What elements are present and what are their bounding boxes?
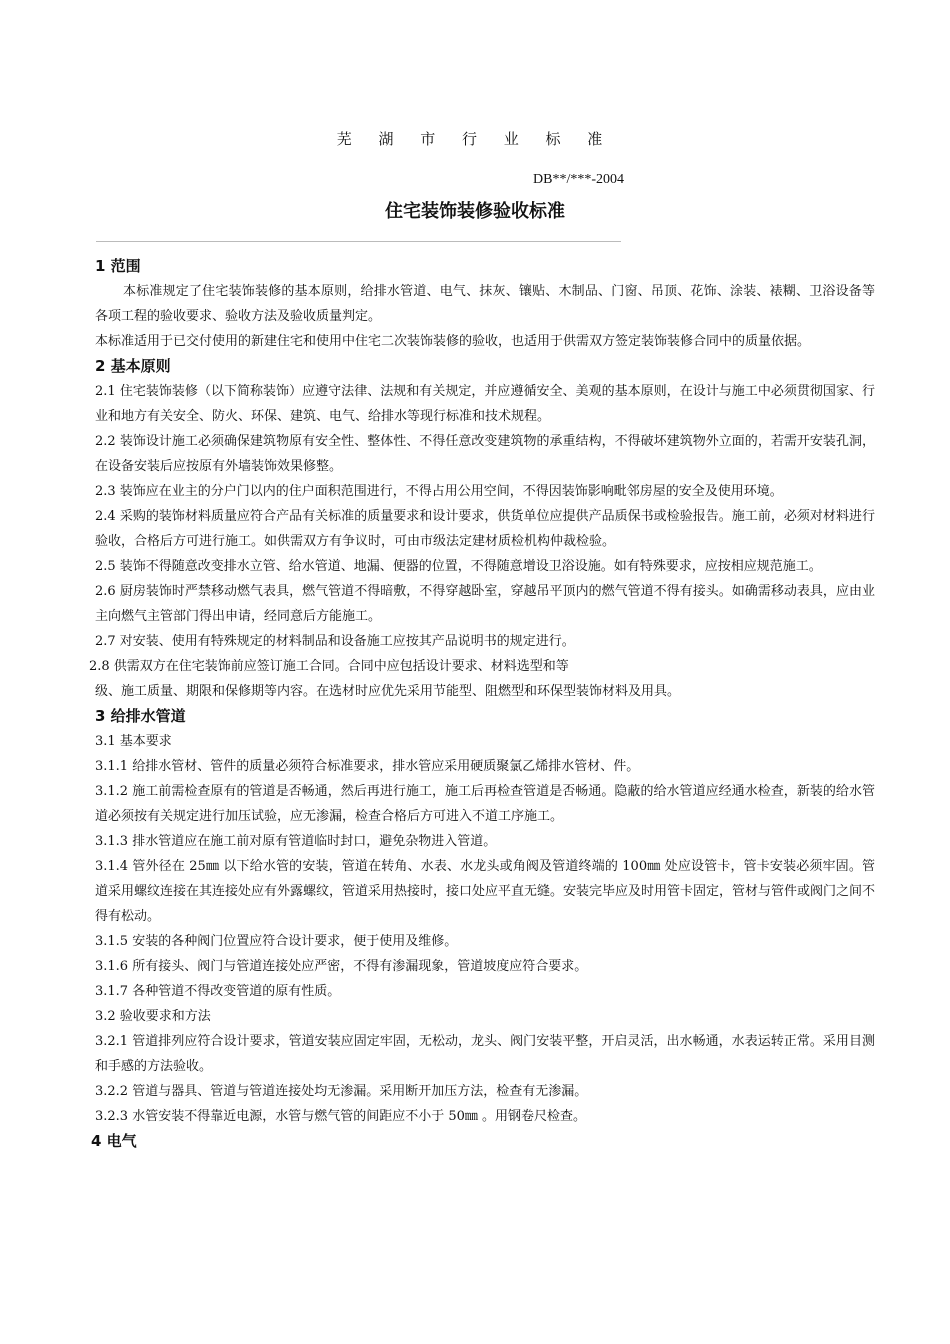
paragraph: 3.1.6 所有接头、阀门与管道连接处应严密，不得有渗漏现象，管道坡度应符合要求。 [95,959,588,974]
section-heading-plumbing: 3 给排水管道 [95,707,186,725]
section-heading-scope: 1 范围 [95,257,141,275]
section-heading-principles: 2 基本原则 [95,357,171,375]
paragraph: 3.1.7 各种管道不得改变管道的原有性质。 [95,984,341,999]
paragraph: 3.1.1 给排水管材、管件的质量必须符合标准要求，排水管应采用硬质聚氯乙烯排水管材、件。 [95,759,640,774]
issuing-organization: 芜 湖 市 行 业 标 准 [336,130,614,148]
paragraph: 2.3 装饰应在业主的分户门以内的住户面积范围进行，不得占用公用空间，不得因装饰影响毗邻房屋的安全及使用环境。 [95,484,783,499]
document-title: 住宅装饰装修验收标准 [385,201,565,222]
paragraph: 3.1.3 排水管道应在施工前对原有管道临时封口，避免杂物进入管道。 [95,834,497,849]
paragraph: 2.4 采购的装饰材料质量应符合产品有关标准的质量要求和设计要求，供货单位应提供产品质保书或检验报告。施工前，必须对材料进行验收，合格后方可进行施工。如供需双方有争议时，可由市级法定建材质检机构仲裁检验。 [95,509,875,549]
paragraph: 2.1 住宅装饰装修（以下简称装饰）应遵守法律、法规和有关规定，并应遵循安全、美观的基本原则，在设计与施工中必须贯彻国家、行业和地方有关安全、防火、环保、建筑、电气、给排水等现行标准和技术规程。 [95,384,875,424]
paragraph: 2.2 装饰设计施工必须确保建筑物原有安全性、整体性、不得任意改变建筑物的承重结构，不得破坏建筑物外立面的，若需开安装孔洞，在设备安装后应按原有外墙装饰效果修整。 [95,434,875,474]
paragraph: 本标准适用于已交付使用的新建住宅和使用中住宅二次装饰装修的验收，也适用于供需双方签定装饰装修合同中的质量依据。 [95,334,811,349]
paragraph: 2.6 厨房装饰时严禁移动燃气表具，燃气管道不得暗敷，不得穿越卧室，穿越吊平顶内的燃气管道不得有接头。如确需移动表具，应由业主向燃气主管部门得出申请，经同意后方能施工。 [95,584,875,624]
title-divider [96,241,621,242]
paragraph: 级、施工质量、期限和保修期等内容。在选材时应优先采用节能型、阻燃型和环保型装饰材料及用具。 [95,684,681,699]
paragraph: 3.2.1 管道排列应符合设计要求，管道安装应固定牢固，无松动，龙头、阀门安装平整，开启灵活，出水畅通，水表运转正常。采用目测和手感的方法验收。 [95,1034,875,1074]
subsection-heading: 3.2 验收要求和方法 [95,1009,211,1024]
paragraph: 2.5 装饰不得随意改变排水立管、给水管道、地漏、便器的位置，不得随意增设卫浴设施。如有特殊要求，应按相应规范施工。 [95,559,822,574]
standard-code: DB**/***-2004 [533,172,624,187]
paragraph: 3.1.2 施工前需检查原有的管道是否畅通，然后再进行施工，施工后再检查管道是否畅通。隐蔽的给水管道应经通水检查，新装的给水管道必须按有关规定进行加压试验，应无渗漏，检查合格后方可进入不道工序施工。 [95,784,875,824]
paragraph: 3.2.3 水管安装不得靠近电源，水管与燃气管的间距应不小于 50㎜ 。用钢卷尺检查。 [95,1109,587,1124]
paragraph: 本标准规定了住宅装饰装修的基本原则，给排水管道、电气、抹灰、镶贴、木制品、门窗、吊顶、花饰、涂装、裱糊、卫浴设备等各项工程的验收要求、验收方法及验收质量判定。 [95,284,875,324]
paragraph: 3.2.2 管道与器具、管道与管道连接处均无渗漏。采用断开加压方法，检查有无渗漏。 [95,1084,588,1099]
paragraph: 2.8 供需双方在住宅装饰前应签订施工合同。合同中应包括设计要求、材料选型和等 [89,659,569,674]
paragraph: 3.1.4 管外径在 25㎜ 以下给水管的安装，管道在转角、水表、水龙头或角阀及管道终端的 100㎜ 处应设管卡，管卡安装必须牢固。管道采用螺纹连接在其连接处应有外露螺纹，管道采用热接时，接口处应平直无缝。安装完毕应及时用管卡固定，管材与管件或阀门之间不得有松动。 [95,859,876,924]
paragraph: 2.7 对安装、使用有特殊规定的材料制品和设备施工应按其产品说明书的规定进行。 [95,634,575,649]
paragraph: 3.1.5 安装的各种阀门位置应符合设计要求，便于使用及维修。 [95,934,458,949]
document-body [89,254,876,1154]
section-heading-electrical: 4 电气 [91,1132,137,1150]
subsection-heading: 3.1 基本要求 [95,734,172,749]
